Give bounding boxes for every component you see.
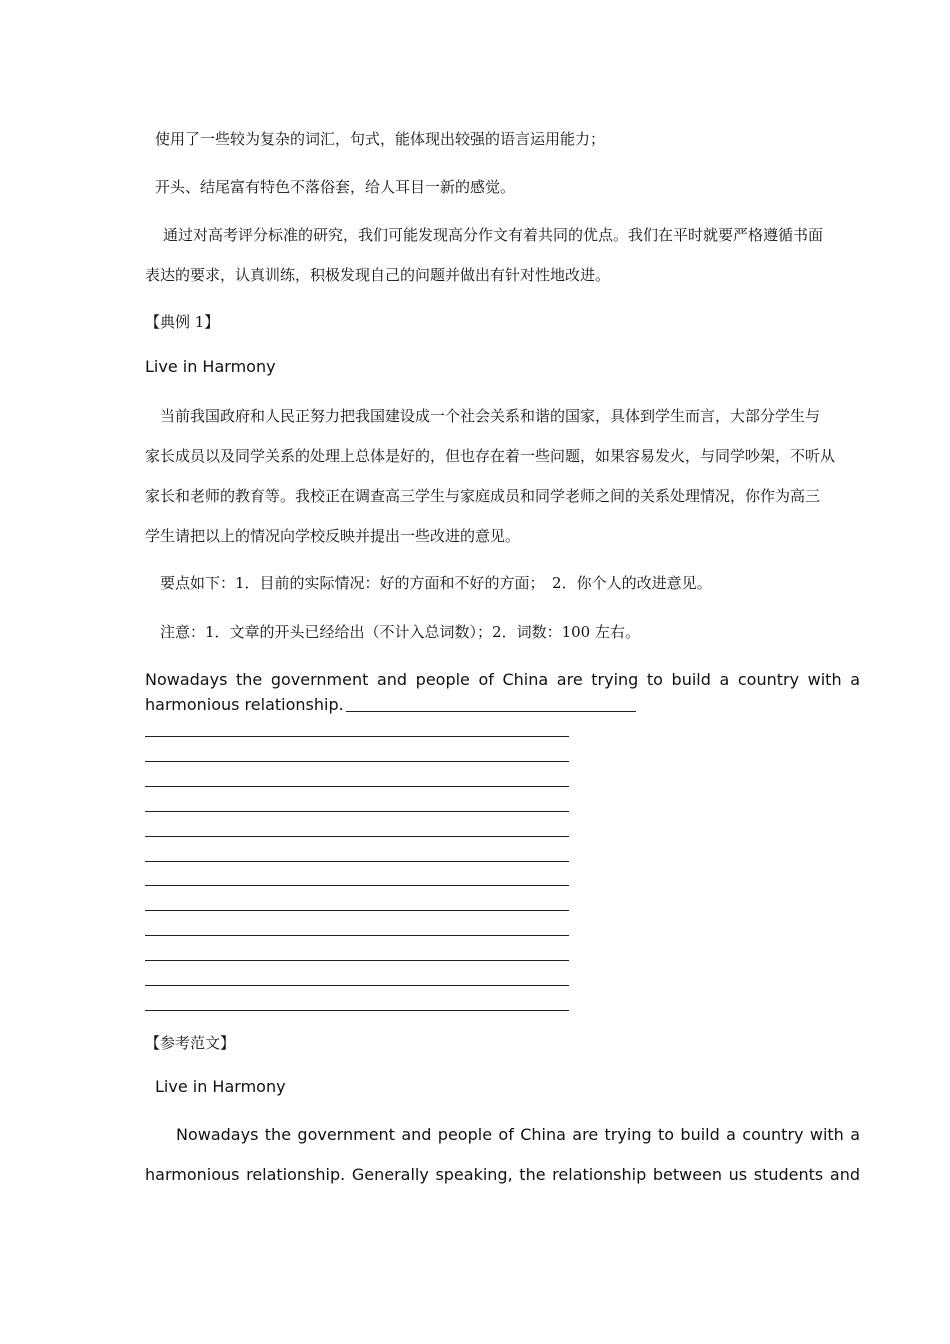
answer-line [145,811,569,812]
answer-line [145,836,569,837]
answer-line [145,960,569,961]
paragraph-summary-line-1: 通过对高考评分标准的研究，我们可能发现高分作文有着共同的优点。我们在平时就要严格遵循书面 [163,226,824,244]
answer-line [145,910,569,911]
answer-line [145,885,569,886]
reference-line-1: Nowadays the government and people of China are trying to build a country with a [176,1125,860,1144]
paragraph-criteria-1: 使用了一些较为复杂的词汇，句式，能体现出较强的语言运用能力； [155,130,606,148]
answer-line [145,935,569,936]
reference-title: Live in Harmony [155,1077,286,1096]
answer-line [145,736,569,737]
task-line-3: 家长和老师的教育等。我校正在调查高三学生与家庭成员和同学老师之间的关系处理情况，你作为高三 [145,487,821,505]
paragraph-criteria-2: 开头、结尾富有特色不落俗套，给人耳目一新的感觉。 [155,178,516,196]
answer-blank-first [346,711,636,712]
answer-line [145,1010,569,1011]
reference-line-2: harmonious relationship. Generally speaking, the relationship between us students and [145,1165,860,1184]
starter-line-1: Nowadays the government and people of China are trying to build a country with a [145,670,860,689]
requirements-notes: 注意：1．文章的开头已经给出（不计入总词数）；2．词数：100 左右。 [160,623,640,641]
task-line-2: 家长成员以及同学关系的处理上总体是好的，但也存在着一些问题，如果容易发火，与同学吵架，不听从 [145,447,836,465]
answer-line [145,985,569,986]
answer-line [145,786,569,787]
requirements-points: 要点如下：1．目前的实际情况：好的方面和不好的方面； 2．你个人的改进意见。 [160,574,712,592]
task-line-4: 学生请把以上的情况向学校反映并提出一些改进的意见。 [145,527,521,545]
task-line-1: 当前我国政府和人民正努力把我国建设成一个社会关系和谐的国家，具体到学生而言，大部分学生与 [160,407,821,425]
example-title: Live in Harmony [145,357,276,376]
reference-heading: 【参考范文】 [145,1034,236,1052]
starter-line-2: harmonious relationship. [145,695,344,714]
answer-line [145,861,569,862]
answer-line [145,761,569,762]
example-heading: 【典例 1】 [145,313,220,331]
paragraph-summary-line-2: 表达的要求，认真训练，积极发现自己的问题并做出有针对性地改进。 [145,266,611,284]
